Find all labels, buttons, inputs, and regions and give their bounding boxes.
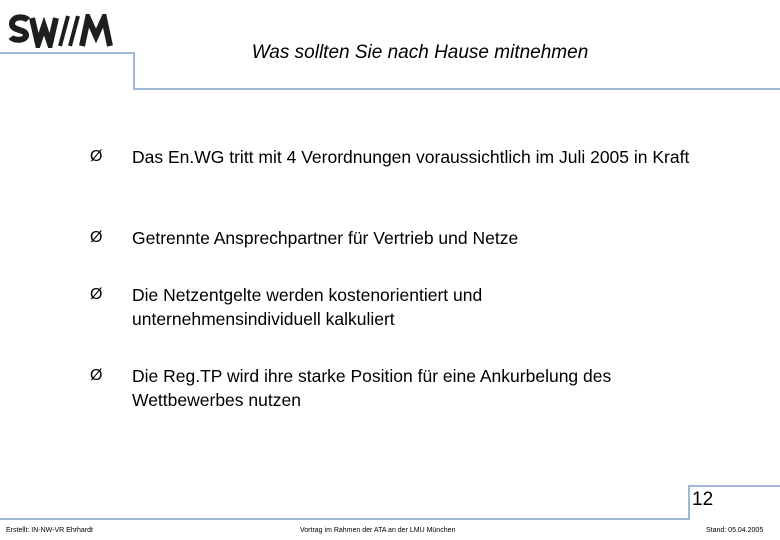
footer-date: Stand: 05.04.2005 [706, 527, 764, 534]
bullet-text-2: Getrennte Ansprechpartner für Vertrieb und Netze [132, 228, 519, 248]
bullet-marker: Ø [90, 148, 103, 165]
footer-rule-bottom [0, 518, 690, 520]
swm-logo [8, 14, 120, 48]
bullet-marker: Ø [90, 286, 103, 303]
page-title: Was sollten Sie nach Hause mitnehmen [251, 42, 589, 63]
bullet-marker: Ø [90, 229, 103, 246]
logo-text: SWM [8, 14, 11, 15]
bullet-marker: Ø [90, 367, 103, 384]
bullet-text-1: Das En.WG tritt mit 4 Verordnungen voraussichtlich im Juli 2005 in Kraft [132, 147, 690, 167]
header-rule-vertical [133, 52, 135, 90]
footer-rule-vertical [688, 485, 690, 520]
header-rule-bottom [133, 88, 780, 90]
footer-rule-top [690, 485, 780, 487]
footer-event: Vortrag im Rahmen der ATA an der LMU München [300, 527, 456, 534]
bullet-text-4: Die Reg.TP wird ihre starke Position für eine Ankurbelung des Wettbewerbes nutzen [132, 366, 612, 410]
bullet-text-3: Die Netzentgelte werden kostenorientiert und unternehmensindividuell kalkuliert [132, 285, 483, 329]
header-rule-left [0, 52, 135, 54]
page-number: 12 [692, 489, 714, 510]
footer-author: Erstellt: IN-NW-VR Ehrhardt [6, 527, 93, 534]
